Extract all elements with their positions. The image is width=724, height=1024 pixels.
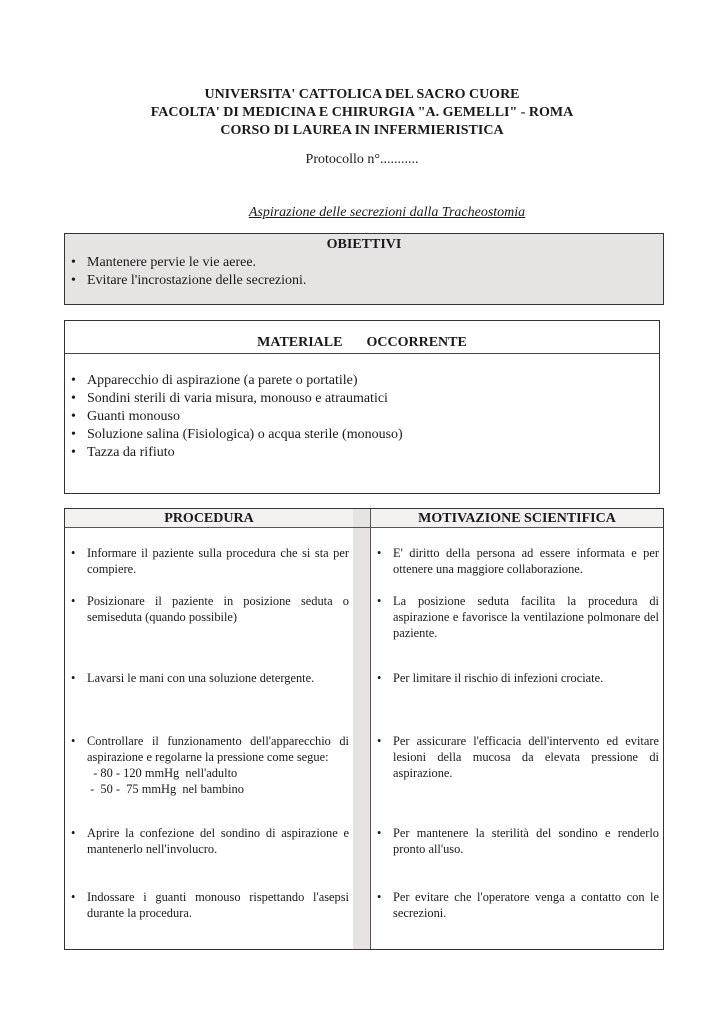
material-item: • Soluzione salina (Fisiologica) o acqua sterile (monouso) <box>65 426 659 444</box>
materials-title <box>65 321 659 354</box>
material-item: • Tazza da rifiuto <box>65 444 659 462</box>
materials-title-b: OCCORRENTE <box>366 335 467 350</box>
document-subtitle: Aspirazione delle secrezioni dalla Tracheostomia <box>248 205 526 220</box>
procedure-step: • Posizionare il paziente in posizione seduta o semiseduta (quando possibile) <box>65 593 353 625</box>
objective-item: • Evitare l'incrostazione delle secrezioni. <box>65 272 663 290</box>
rationale-item: • E' diritto della persona ad essere informata e per ottenere una maggiore collaborazione. <box>371 545 663 577</box>
procedure-step: • Aprire la confezione del sondino di aspirazione e mantenerlo nell'involucro. <box>65 825 353 857</box>
spacer-header <box>353 509 370 528</box>
objective-item: • Mantenere pervie le vie aeree. <box>65 254 663 272</box>
faculty-name: FACOLTA' DI MEDICINA E CHIRURGIA "A. GEMELLI" - ROMA <box>150 105 574 120</box>
university-name: UNIVERSITA' CATTOLICA DEL SACRO CUORE <box>204 87 520 102</box>
procedure-column <box>65 509 354 949</box>
objectives-box <box>64 233 664 305</box>
spacer-column <box>353 509 371 949</box>
pressure-adult: - 80 - 120 mmHg nell'adulto <box>87 766 238 780</box>
materials-box <box>64 320 660 494</box>
rationale-column <box>371 509 663 949</box>
rationale-item: • Per assicurare l'efficacia dell'intervento ed evitare lesioni della mucosa da elevata pressione di aspirazione. <box>371 733 663 781</box>
protocol-number: Protocollo n°........... <box>305 152 419 167</box>
material-item: • Guanti monouso <box>65 408 659 426</box>
procedure-step-text: • Controllare il funzionamento dell'apparecchio di aspirazione e regolarne la pressione come segue: <box>87 734 349 764</box>
procedure-table <box>64 508 664 950</box>
course-name: CORSO DI LAUREA IN INFERMIERISTICA <box>220 123 504 138</box>
objectives-title: OBIETTIVI <box>326 237 402 252</box>
procedure-header: PROCEDURA <box>65 509 353 528</box>
rationale-item: • Per limitare il rischio di infezioni crociate. <box>371 670 663 686</box>
rationale-header: MOTIVAZIONE SCIENTIFICA <box>371 509 663 528</box>
material-item: • Sondini sterili di varia misura, monouso e atraumatici <box>65 390 659 408</box>
materials-title-a: MATERIALE <box>257 335 343 350</box>
material-item: • Apparecchio di aspirazione (a parete o portatile) <box>65 372 659 390</box>
rationale-item: • Per evitare che l'operatore venga a contatto con le secrezioni. <box>371 889 663 921</box>
rationale-item: • Per mantenere la sterilità del sondino e renderlo pronto all'uso. <box>371 825 663 857</box>
procedure-step: • Indossare i guanti monouso rispettando l'asepsi durante la procedura. <box>65 889 353 921</box>
procedure-step: • Lavarsi le mani con una soluzione detergente. <box>65 670 353 686</box>
rationale-item: • La posizione seduta facilita la procedura di aspirazione e favorisce la ventilazione polmonare del paziente. <box>371 593 663 641</box>
objectives-list <box>65 254 663 290</box>
procedure-step <box>65 733 353 797</box>
procedure-step: • Informare il paziente sulla procedura che si sta per compiere. <box>65 545 353 577</box>
materials-list <box>65 372 659 462</box>
pressure-child: - 50 - 75 mmHg nel bambino <box>87 782 244 796</box>
